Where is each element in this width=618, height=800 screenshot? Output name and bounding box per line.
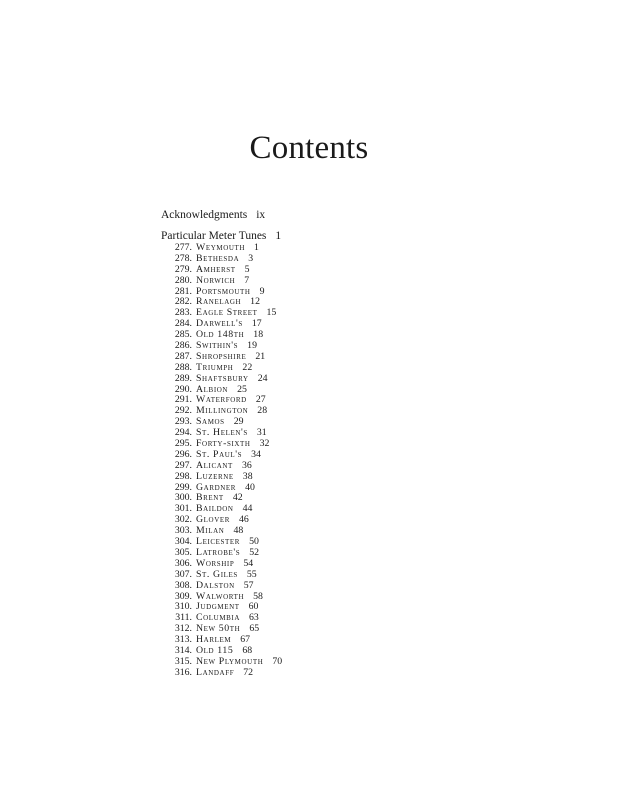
entry-title: New 50th [196,623,241,635]
entry-page: 58 [253,590,263,602]
toc-entry [171,668,282,679]
entry-page: 63 [249,612,259,624]
entry-page: 25 [237,383,247,395]
entry-page: 21 [255,350,266,362]
entry-number: 283. [174,307,192,319]
entry-page: 40 [245,481,255,493]
entry-page: 38 [242,470,253,482]
entry-title: Darwell's [196,318,243,330]
entry-title: Amherst [196,263,236,275]
entry-number: 311. [175,612,192,624]
entry-page: 5 [244,263,250,275]
entry-title: Baildon [196,503,234,515]
entry-number: 300. [174,492,192,504]
entry-number: 294. [174,427,192,439]
entry-title: Gardner [196,481,237,493]
entry-page: 46 [239,514,249,526]
entry-number: 287. [174,350,192,362]
entry-page: 70 [272,655,283,667]
entry-title: Judgment [196,601,240,613]
entry-number: 289. [174,372,192,384]
entry-page: 48 [233,525,244,537]
entry-number: 297. [174,459,192,471]
entry-number: 296. [174,448,192,460]
entry-page: 34 [251,448,261,460]
entry-number: 315. [174,655,192,667]
entry-title: Dalston [196,579,235,591]
entry-number: 286. [174,340,192,352]
entry-number: 316. [174,666,192,678]
entry-title: Bethesda [196,252,240,264]
entry-number: 293. [174,416,192,428]
entry-page: 28 [257,405,268,417]
entry-page: 24 [257,372,268,384]
entry-number: 301. [174,503,192,515]
entry-page: 54 [243,557,254,569]
entry-title: Walworth [196,590,245,602]
entry-page: 57 [243,579,254,591]
entry-page: 15 [266,307,277,319]
entry-number: 284. [174,318,192,330]
entry-page: 1 [254,242,259,253]
entry-number: 313. [174,634,192,646]
entry-title: Triumph [196,361,234,373]
entry-number: 312. [174,623,192,635]
toc-label: Particular Meter Tunes [161,230,267,242]
entry-page: 50 [249,536,259,548]
entry-title: Brent [196,492,224,504]
entry-page: 36 [241,459,252,471]
entry-title: Harlem [196,634,232,646]
entry-title: Millington [196,405,249,417]
entry-page: 68 [242,644,253,656]
entry-number: 308. [174,579,192,591]
entry-number: 310. [174,601,192,613]
entry-title: Shropshire [196,350,247,362]
entry-number: 309. [174,590,192,602]
entry-title: Leicester [196,536,241,548]
entry-number: 306. [174,557,192,569]
toc-entry [171,276,282,287]
entry-number: 299. [174,481,192,493]
entry-title: Forty-sixth [196,438,251,450]
entry-title: Glover [196,514,231,526]
toc-section-particular-meter [161,229,281,243]
entry-title: Luzerne [196,470,234,482]
entry-title: Old 115 [196,644,234,656]
entry-number: 278. [174,252,192,264]
toc-page: ix [256,209,266,221]
entry-number: 303. [174,525,192,537]
entry-page: 52 [249,546,260,558]
entry-page: 29 [233,416,244,428]
entry-page: 9 [259,285,265,297]
entry-page: 55 [246,568,257,580]
entry-page: 67 [240,634,250,646]
entry-title: New Plymouth [196,655,264,667]
entry-title: Columbia [196,612,240,624]
entry-page: 22 [242,361,253,373]
entry-number: 295. [174,438,192,450]
entry-number: 280. [174,274,192,286]
toc-entry [171,581,282,592]
entry-number: 288. [174,361,192,373]
entry-title: Alicant [196,459,233,471]
entry-page: 65 [249,623,260,635]
toc-label: Acknowledgments [161,209,248,221]
entry-title: Landaff [196,666,235,678]
entry-number: 285. [174,329,192,341]
entry-number: 277. [174,242,192,253]
page-title: Contents [249,130,369,166]
entry-number: 314. [174,644,192,656]
entry-title: Old 148th [196,329,245,341]
entry-number: 302. [174,514,192,526]
toc-entry [171,374,282,385]
entry-title: Albion [196,383,229,395]
entry-title: Ranelagh [196,296,242,308]
entry-number: 282. [174,296,192,308]
entry-title: St. Giles [196,568,238,580]
entry-page: 60 [248,601,259,613]
entry-title: Samos [196,416,225,428]
entry-page: 72 [243,666,253,678]
entry-number: 290. [174,383,192,395]
entry-title: Waterford [196,394,247,406]
entry-page: 27 [255,394,266,406]
entry-page: 44 [242,503,253,515]
entry-page: 17 [251,318,262,330]
entry-title: Eagle Street [196,307,258,319]
entry-title: Shaftsbury [196,372,249,384]
entry-title: St. Helen's [196,427,248,439]
entry-page: 7 [244,274,250,286]
toc-entry [171,570,282,581]
entry-number: 291. [174,394,192,406]
entry-title: Weymouth [196,242,246,253]
entry-number: 304. [174,536,192,548]
entry-number: 298. [174,470,192,482]
entry-title: Norwich [196,274,236,286]
entry-page: 31 [256,427,267,439]
entry-page: 19 [247,340,257,352]
entry-number: 281. [174,285,192,297]
entry-title: Worship [196,557,235,569]
entry-page: 18 [253,329,264,341]
toc-page: 1 [275,230,282,242]
entry-title: Portsmouth [196,285,251,297]
entry-number: 292. [174,405,192,417]
entry-page: 42 [232,492,243,504]
entry-number: 305. [174,546,192,558]
entry-title: Latrobe's [196,546,241,558]
entry-title: Milan [196,525,225,537]
entry-page: 3 [248,252,254,264]
entry-title: Swithin's [196,340,239,352]
toc-acknowledgments [161,208,265,222]
entry-page: 32 [259,438,270,450]
entry-number: 307. [174,568,192,580]
entry-title: St. Paul's [196,448,243,460]
toc-entry [171,472,282,483]
entry-page: 12 [250,296,260,308]
entry-number: 279. [174,263,192,275]
toc-entry-list [171,243,282,679]
